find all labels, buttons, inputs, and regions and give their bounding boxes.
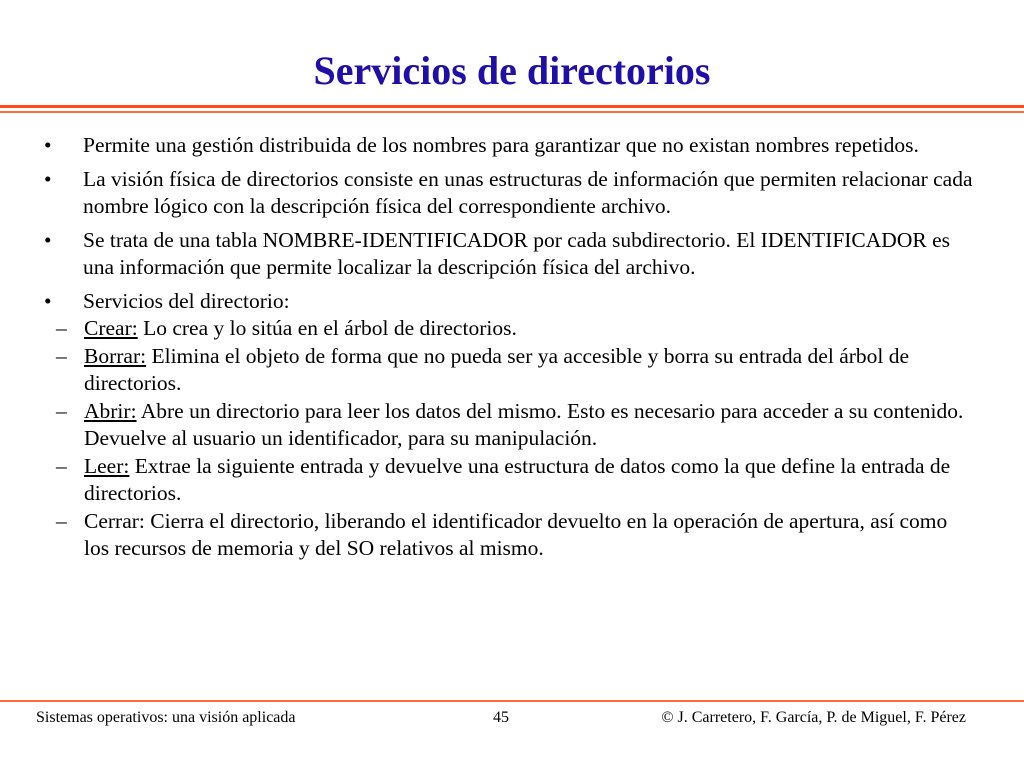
bullet-marker: • — [44, 166, 52, 191]
slide-title: Servicios de directorios — [313, 48, 711, 93]
sub-marker: – — [56, 508, 67, 533]
bullet-text: Servicios del directorio: — [83, 288, 290, 313]
service-name: Crear: — [84, 316, 138, 340]
service-desc: Extrae la siguiente entrada y devuelve una estructura de datos como la que define la entrada de directorios. — [84, 453, 951, 505]
sub-marker: – — [56, 453, 67, 478]
title-divider — [0, 105, 1024, 115]
service-item-leer — [0, 453, 974, 508]
footer-divider — [0, 700, 1024, 702]
service-name: Leer: — [84, 453, 130, 478]
sub-marker: – — [56, 343, 67, 368]
service-desc: Lo crea y lo sitúa en el árbol de directorios. — [137, 316, 517, 340]
page-number: 45 — [493, 709, 509, 726]
bullet-marker: • — [44, 133, 52, 157]
bullet-marker: • — [44, 288, 52, 313]
service-name: Cerrar: — [84, 508, 145, 533]
service-item-crear — [0, 315, 974, 343]
bullet-text: Permite una gestión distribuida de los nombres para garantizar que no existan nombres repetidos. — [83, 133, 919, 157]
service-desc: Elimina el objeto de forma que no pueda ser ya accesible y borra su entrada del árbol de directorios. — [84, 343, 910, 395]
service-item-cerrar — [0, 508, 974, 563]
service-item-borrar — [0, 343, 974, 398]
footer-authors: © J. Carretero, F. García, P. de Miguel, F. Pérez — [661, 709, 966, 726]
bullet-item — [44, 132, 974, 160]
service-desc: Abre un directorio para leer los datos del mismo. Esto es necesario para acceder a su contenido. Devuelve al usuario un identificador, para su manipulación. — [84, 398, 964, 450]
bullet-text: Se trata de una tabla NOMBRE-IDENTIFICADOR por cada subdirectorio. El IDENTIFICADOR es una información que permite localizar la descripción física del archivo. — [83, 227, 950, 279]
service-item-abrir — [0, 398, 974, 453]
bullet-marker: • — [44, 227, 52, 252]
bullet-item — [44, 288, 974, 316]
bullet-text: La visión física de directorios consiste en unas estructuras de información que permiten relacionar cada nombre lógico con la descripción física del correspondiente archivo. — [83, 166, 973, 218]
footer-book-title: Sistemas operativos: una visión aplicada — [36, 709, 296, 726]
service-name: Abrir: — [84, 398, 137, 423]
sub-marker: – — [56, 316, 67, 340]
service-desc: Cierra el directorio, liberando el identificador devuelto en la operación de apertura, así como los recursos de memoria y del SO relativos al mismo. — [84, 508, 948, 560]
bullet-item — [44, 227, 974, 282]
slide-content — [44, 132, 974, 563]
service-name: Borrar: — [84, 343, 147, 368]
bullet-item — [44, 166, 974, 221]
sub-marker: – — [56, 398, 67, 423]
